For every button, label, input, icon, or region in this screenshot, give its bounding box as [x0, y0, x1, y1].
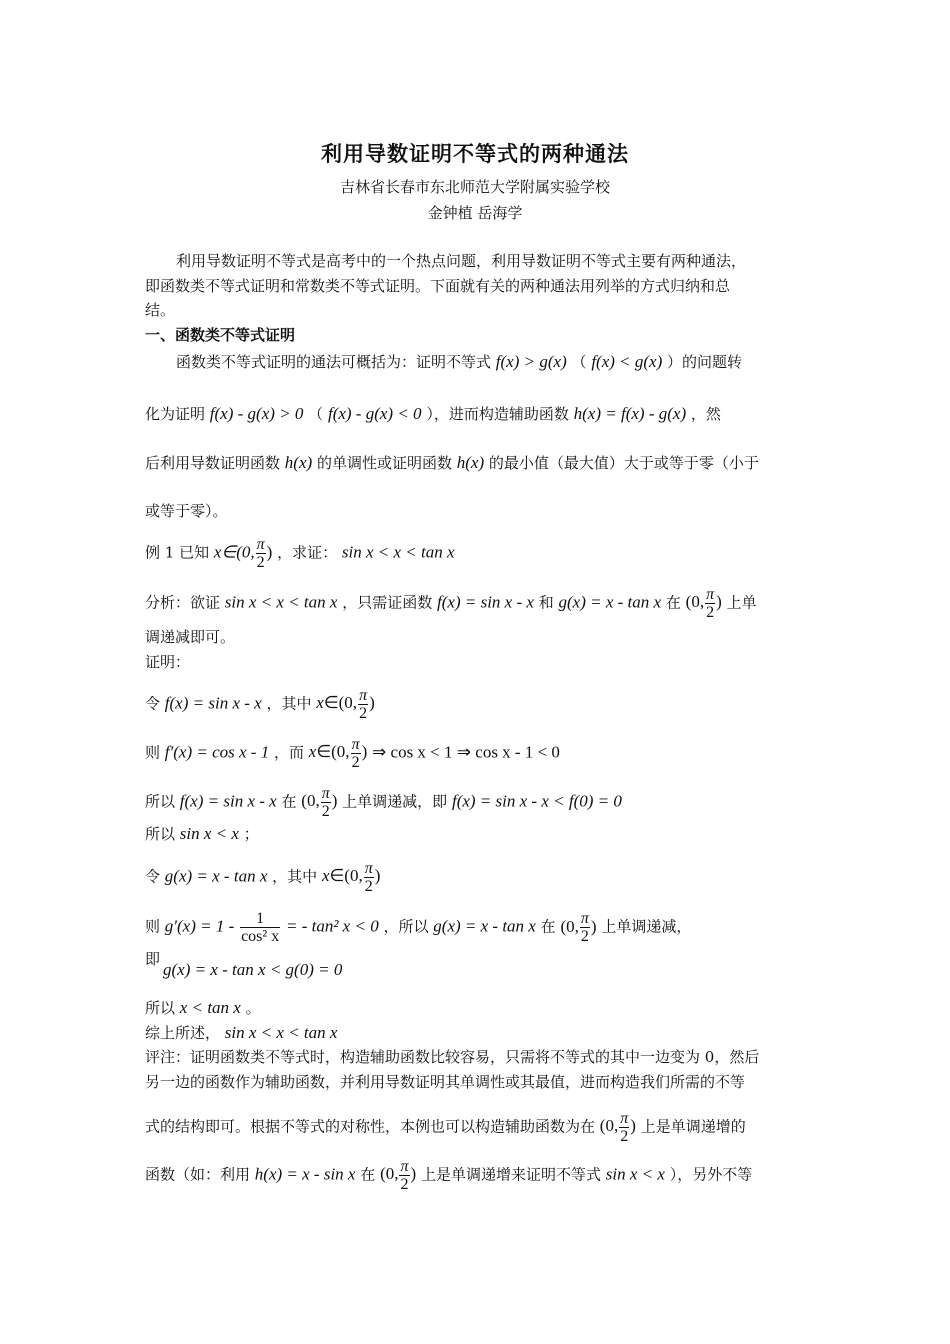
math-expression: sin x < x < tan x	[341, 542, 455, 562]
math-expression: = - tan² x < 0	[285, 916, 379, 936]
method-text: 的最小值（最大值）大于或等于零（小于	[488, 454, 759, 472]
fraction: $\frac{\pi}{2}$	[256, 536, 265, 571]
math-expression: f(x) = sin x - x < f(0) = 0	[451, 791, 622, 811]
comment-line-3: 式的结构即可。根据不等式的对称性，本例也可以构造辅助函数为在 (0, $\frac{\pi}{2}$ ) 上是单调递增的	[145, 1110, 746, 1145]
fraction: $\frac{1}{\text{cos² x}}$	[241, 910, 280, 945]
comment-line-4: 函数（如：利用 h(x) = x - sin x 在 (0, $\frac{\pi}{2}$ ) 上是单调递增来证明不等式 sin x < x ），另外不等	[145, 1158, 753, 1193]
intro-line-1: 利用导数证明不等式是高考中的一个热点问题，利用导数证明不等式主要有两种通法，	[176, 252, 747, 270]
math-expression: sin x < x	[605, 1164, 665, 1184]
interval: (0, $\frac{\pi}{2}$ )	[301, 785, 338, 820]
method-text: 函数类不等式证明的通法可概括为：证明不等式	[176, 353, 492, 371]
math-expression: x < tan x	[179, 998, 241, 1017]
method-text: ，然	[690, 405, 721, 423]
proof-label: 证明：	[145, 653, 191, 671]
method-line-2	[145, 404, 721, 424]
math-expression: h(x)	[284, 453, 313, 472]
proof-step-1: 令 f(x) = sin x - x ，其中 x∈(0, $\frac{\pi}{2}$ )	[145, 687, 375, 722]
example-text: 例 1 已知	[145, 543, 210, 562]
author-names: 金钟植 岳海学	[427, 204, 523, 222]
math-expression: sin x < x < tan x	[224, 1023, 338, 1042]
analysis-line-1: 分析：欲证 sin x < x < tan x ，只需证函数 f(x) = sin x - x 和 g(x) = x - tan x 在 (0, $\frac{\pi}{2}$ ) 上单	[145, 586, 757, 621]
math-expression: f(x) = sin x - x	[164, 693, 262, 713]
proof-step-7-label: 即	[145, 950, 161, 968]
method-text: ）的问题转	[667, 353, 743, 371]
math-expression: f(x) - g(x) > 0	[209, 404, 304, 423]
proof-step-5: 令 g(x) = x - tan x ，其中 x∈(0, $\frac{\pi}{2}$ )	[145, 860, 381, 895]
proof-conclusion: 综上所述， sin x < x < tan x	[145, 1023, 338, 1042]
comment-line-2: 另一边的函数作为辅助函数，并利用导数证明其单调性或其最值，进而构造我们所需的不等	[145, 1073, 746, 1091]
proof-step-7	[163, 960, 342, 980]
interval: x∈(0, $\frac{\pi}{2}$ )	[321, 860, 381, 895]
method-text: 化为证明	[145, 405, 206, 423]
interval: x∈(0, $\frac{\pi}{2}$ )	[308, 736, 368, 771]
method-line-1	[176, 352, 742, 372]
page-title: 利用导数证明不等式的两种通法	[321, 142, 629, 166]
math-expression: g′(x) = 1 -	[164, 916, 235, 936]
math-expression: f(x) = sin x - x	[437, 592, 534, 612]
math-expression: f(x) - g(x) < 0	[327, 404, 422, 423]
proof-step-6: 则 g′(x) = 1 - $\frac{1}{\text{cos² x}}$ = - tan² x < 0 ，所以 g(x) = x - tan x 在 (0, $\frac{\pi}{2}$ ) 上单调递减，	[145, 910, 692, 946]
math-expression: f(x) < g(x)	[591, 352, 663, 371]
math-expression: f′(x) = cos x - 1	[164, 742, 270, 762]
intro-line-3: 结。	[145, 301, 176, 319]
example-text: ，求证：	[277, 543, 338, 562]
interval: (0, $\frac{\pi}{2}$ )	[560, 910, 597, 946]
math-expression: f(x) = sin x - x	[179, 791, 277, 811]
interval: x∈(0, $\frac{\pi}{2}$ )	[316, 687, 375, 722]
interval: (0, $\frac{\pi}{2}$ )	[380, 1158, 417, 1193]
math-expression: h(x) = f(x) - g(x)	[573, 404, 687, 423]
author-school: 吉林省长春市东北师范大学附属实验学校	[339, 178, 610, 196]
proof-step-8: 所以 x < tan x 。	[145, 998, 261, 1017]
interval: (0, $\frac{\pi}{2}$ )	[685, 586, 722, 621]
method-text: 后利用导数证明函数	[145, 454, 281, 472]
example-statement: 例 1 已知 x∈(0, $\frac{\pi}{2}$ ) ，求证： sin x < x < tan x	[145, 536, 455, 571]
math-expression: h(x)	[456, 453, 485, 472]
math-expression: sin x < x < tan x	[224, 592, 338, 612]
method-line-3	[145, 453, 759, 473]
method-text: 的单调性或证明函数	[316, 454, 452, 472]
method-text: ），进而构造辅助函数	[426, 405, 569, 423]
comment-line-1: 评注：证明函数类不等式时，构造辅助函数比较容易，只需将不等式的其中一边变为 0，然后	[145, 1048, 760, 1066]
math-expression: x∈(0,	[213, 542, 255, 562]
math-expression: ⇒ cos x < 1 ⇒ cos x - 1 < 0	[372, 742, 560, 762]
interval: (0, $\frac{\pi}{2}$ )	[599, 1110, 636, 1145]
method-text: （	[571, 353, 587, 371]
intro-line-2: 即函数类不等式证明和常数类不等式证明。下面就有关的两种通法用列举的方式归纳和总	[145, 277, 731, 295]
section-heading: 一、函数类不等式证明	[145, 326, 296, 344]
math-expression: g(x) = x - tan x	[433, 916, 536, 936]
proof-step-3: 所以 f(x) = sin x - x 在 (0, $\frac{\pi}{2}$ ) 上单调递减，即 f(x) = sin x - x < f(0) = 0	[145, 785, 622, 820]
method-text: （	[308, 405, 324, 423]
math-expression: h(x) = x - sin x	[254, 1164, 356, 1184]
math-expression: g(x) = x - tan x < g(0) = 0	[163, 960, 343, 979]
math-expression: g(x) = x - tan x	[164, 866, 268, 886]
proof-step-4: 所以 sin x < x ；	[145, 824, 259, 843]
math-expression: sin x < x	[179, 824, 239, 843]
method-line-4: 或等于零）。	[145, 502, 228, 520]
proof-step-2: 则 f′(x) = cos x - 1 ，而 x∈(0, $\frac{\pi}{2}$ ) ⇒ cos x < 1 ⇒ cos x - 1 < 0	[145, 736, 560, 771]
math-expression: g(x) = x - tan x	[558, 592, 662, 612]
analysis-line-2: 调递减即可。	[145, 628, 236, 646]
math-expression: f(x) > g(x)	[495, 352, 567, 371]
